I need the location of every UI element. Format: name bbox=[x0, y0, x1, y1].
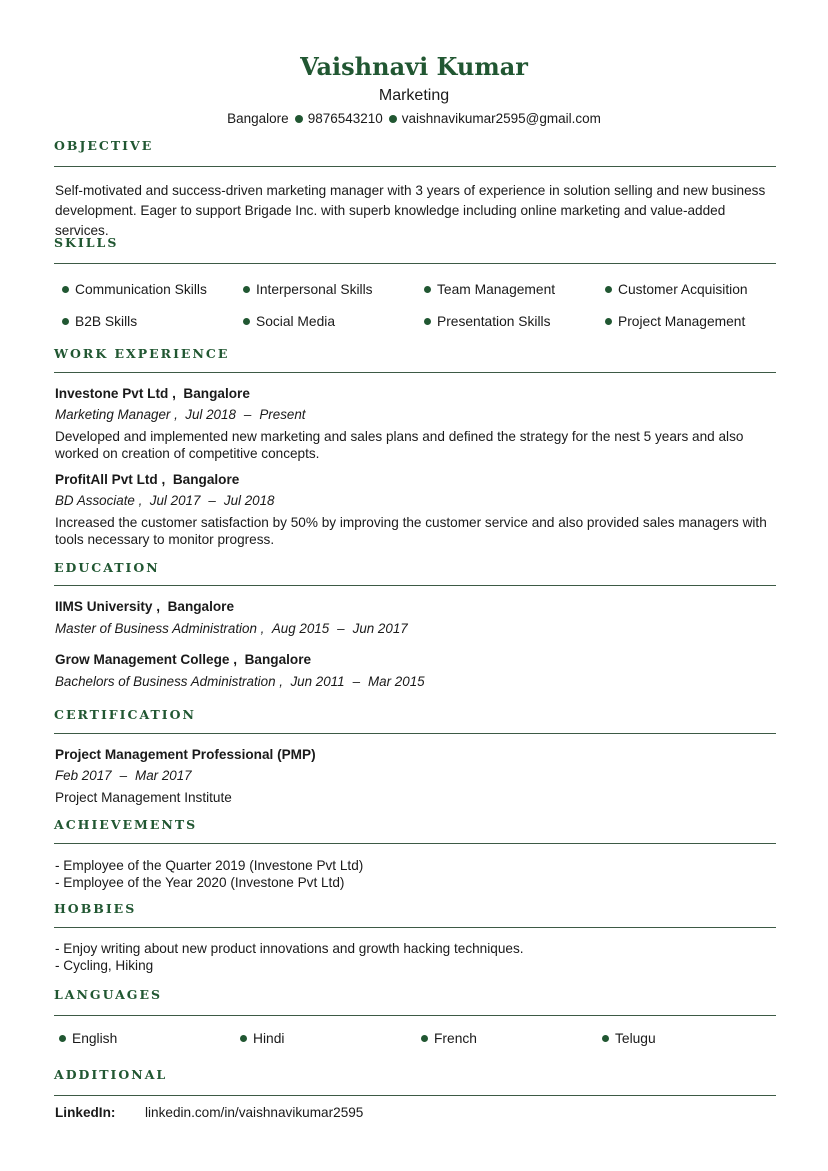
work-entry-heading: Investone Pvt Ltd , Bangalore bbox=[55, 386, 250, 401]
contact-email[interactable]: vaishnavikumar2595@gmail.com bbox=[401, 111, 601, 126]
bullet-dot-icon bbox=[424, 286, 431, 293]
bullet-dot-icon bbox=[421, 1035, 428, 1042]
section-title-hobbies: HOBBIES bbox=[54, 901, 137, 916]
section-divider bbox=[54, 843, 776, 844]
section-title-certification: CERTIFICATION bbox=[54, 707, 196, 722]
resume-role: Marketing bbox=[378, 87, 450, 104]
hobby-item: - Enjoy writing about new product innovations and growth hacking techniques. bbox=[55, 941, 524, 956]
skill-item: Interpersonal Skills bbox=[243, 282, 373, 297]
section-title-languages: LANGUAGES bbox=[54, 987, 163, 1002]
work-entry-subheading: Marketing Manager , Jul 2018 – Present bbox=[55, 407, 306, 422]
language-item: Hindi bbox=[240, 1031, 284, 1046]
bullet-dot-icon bbox=[602, 1035, 609, 1042]
achievement-item: - Employee of the Year 2020 (Investone Pvt Ltd) bbox=[55, 875, 345, 890]
skill-item: Customer Acquisition bbox=[605, 282, 748, 297]
section-divider bbox=[54, 372, 776, 373]
section-title-achievements: ACHIEVEMENTS bbox=[54, 817, 198, 832]
section-title-skills: SKILLS bbox=[54, 235, 119, 250]
objective-text: Self-motivated and success-driven marketing manager with 3 years of experience in solution selling and new business development. Eager to support Brigade Inc. with superb knowledge including online marketing and value-added services. bbox=[55, 183, 766, 238]
education-entry-subheading: Master of Business Administration , Aug 2015 – Jun 2017 bbox=[55, 621, 408, 636]
hobby-item: - Cycling, Hiking bbox=[55, 958, 154, 973]
resume-name: Vaishnavi Kumar bbox=[300, 52, 528, 81]
bullet-dot-icon bbox=[62, 286, 69, 293]
linkedin-label: LinkedIn: bbox=[55, 1105, 116, 1120]
section-divider bbox=[54, 585, 776, 586]
section-title-work-experience: WORK EXPERIENCE bbox=[54, 346, 230, 361]
skill-item: Presentation Skills bbox=[424, 314, 551, 329]
section-title-education: EDUCATION bbox=[54, 560, 160, 575]
achievement-item: - Employee of the Quarter 2019 (Investone Pvt Ltd) bbox=[55, 858, 364, 873]
skill-item: Communication Skills bbox=[62, 282, 207, 297]
contact-location: Bangalore bbox=[227, 111, 289, 126]
bullet-dot-icon bbox=[424, 318, 431, 325]
bullet-dot-icon bbox=[240, 1035, 247, 1042]
section-divider bbox=[54, 263, 776, 264]
skill-item: B2B Skills bbox=[62, 314, 137, 329]
section-divider bbox=[54, 166, 776, 167]
bullet-dot-icon bbox=[605, 286, 612, 293]
certification-name: Project Management Professional (PMP) bbox=[55, 747, 316, 762]
work-entry-heading: ProfitAll Pvt Ltd , Bangalore bbox=[55, 472, 240, 487]
skill-item: Project Management bbox=[605, 314, 745, 329]
bullet-dot-icon bbox=[605, 318, 612, 325]
bullet-dot-icon bbox=[59, 1035, 66, 1042]
certification-issuer: Project Management Institute bbox=[55, 790, 232, 805]
bullet-dot-icon bbox=[62, 318, 69, 325]
language-item: English bbox=[59, 1031, 117, 1046]
section-title-objective: OBJECTIVE bbox=[54, 138, 154, 153]
section-title-additional: ADDITIONAL bbox=[54, 1067, 168, 1082]
work-entry-description: Developed and implemented new marketing and sales plans and defined the strategy for the nest 5 years and also worked on creation of competitive concepts. bbox=[55, 429, 744, 461]
work-entry-description: Increased the customer satisfaction by 50% by improving the customer service and also provided sales managers with tools necessary to monitor progress. bbox=[55, 515, 767, 547]
education-entry-heading: Grow Management College , Bangalore bbox=[55, 652, 312, 667]
education-entry-subheading: Bachelors of Business Administration , Jun 2011 – Mar 2015 bbox=[55, 674, 425, 689]
language-item: French bbox=[421, 1031, 477, 1046]
contact-phone: 9876543210 bbox=[307, 111, 383, 126]
section-divider bbox=[54, 1095, 776, 1096]
education-entry-heading: IIMS University , Bangalore bbox=[55, 599, 235, 614]
skill-item: Team Management bbox=[424, 282, 555, 297]
section-divider bbox=[54, 927, 776, 928]
contact-line bbox=[0, 111, 828, 126]
bullet-dot-icon bbox=[243, 318, 250, 325]
linkedin-link[interactable]: linkedin.com/in/vaishnavikumar2595 bbox=[145, 1105, 364, 1120]
section-divider bbox=[54, 733, 776, 734]
skill-item: Social Media bbox=[243, 314, 335, 329]
bullet-dot-icon bbox=[243, 286, 250, 293]
bullet-dot-icon bbox=[389, 115, 397, 123]
bullet-dot-icon bbox=[295, 115, 303, 123]
section-divider bbox=[54, 1015, 776, 1016]
language-item: Telugu bbox=[602, 1031, 656, 1046]
certification-dates: Feb 2017 – Mar 2017 bbox=[55, 768, 192, 783]
work-entry-subheading: BD Associate , Jul 2017 – Jul 2018 bbox=[55, 493, 275, 508]
